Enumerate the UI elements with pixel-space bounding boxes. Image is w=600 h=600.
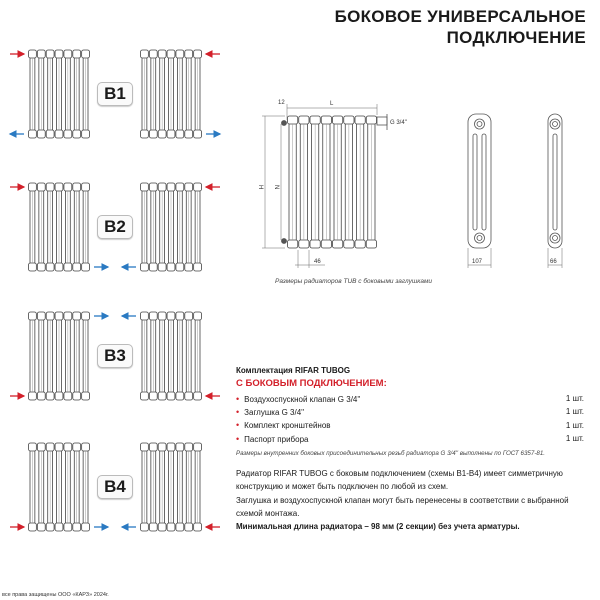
bullet-icon: •	[236, 406, 240, 417]
radiator-scheme-B1-right	[141, 50, 202, 138]
radiator-side-view-107	[468, 114, 491, 248]
dimension-drawing	[250, 90, 600, 280]
kit-subtitle: С БОКОВЫМ ПОДКЛЮЧЕНИЕМ:	[236, 378, 387, 389]
copyright-footer: все права защищены ООО «КАРЗ» 2024г.	[2, 592, 109, 598]
list-item: • Заглушка G 3/4'' 1 шт.	[236, 406, 584, 417]
radiator-scheme-B1-left	[29, 50, 90, 138]
radiator-scheme-B2-left	[29, 183, 90, 271]
kit-list	[236, 392, 584, 445]
list-item: • Комплект кронштейнов 1 шт.	[236, 420, 584, 431]
radiator-scheme-B3-right	[141, 312, 202, 400]
bullet-icon: •	[236, 393, 240, 404]
description: Радиатор RIFAR TUBOG с боковым подключением (схемы B1-B4) имеет симметричную конструкцию и может быть подключен по любой из схем. Заглушка и воздухоспускной клапан могут быть перенесены в соответствии с выбранной схемой монтажа. Минимальная длина радиатора – 98 мм (2 секции) без учета арматуры.	[236, 469, 569, 532]
fitting-thread	[377, 114, 387, 130]
dim-66: 66	[550, 259, 557, 265]
radiator-scheme-B4-right	[141, 443, 202, 531]
kit-section	[236, 366, 584, 457]
dim-thread: G 3/4''	[390, 120, 407, 126]
radiator-side-view-66	[548, 114, 562, 248]
page-title: БОКОВОЕ УНИВЕРСАЛЬНОЕ ПОДКЛЮЧЕНИЕ	[334, 7, 586, 47]
dim-N: N	[273, 185, 279, 190]
scheme-label-B3: B3	[97, 344, 133, 368]
kit-title: Комплектация RIFAR TUBOG	[236, 366, 351, 375]
scheme-label-B1: B1	[97, 82, 133, 106]
list-item: • Воздухоспускной клапан G 3/4'' 1 шт.	[236, 393, 584, 404]
dim-H: H	[257, 185, 263, 190]
radiator-scheme-B4-left	[29, 443, 90, 531]
drawing-caption: Размеры радиаторов TUB с боковыми заглушками	[275, 278, 433, 285]
dim-12: 12	[278, 100, 285, 106]
list-item: • Паспорт прибора 1 шт.	[236, 433, 584, 444]
radiator-scheme-B3-left	[29, 312, 90, 400]
dim-46: 46	[314, 259, 321, 265]
radiator-front-view	[282, 116, 377, 248]
dim-L: L	[330, 101, 334, 107]
radiator-scheme-B2-right	[141, 183, 202, 271]
scheme-label-B2: B2	[97, 215, 133, 239]
scheme-label-B4: B4	[97, 475, 133, 499]
bullet-icon: •	[236, 420, 240, 431]
bullet-icon: •	[236, 433, 240, 444]
kit-note: Размеры внутренних боковых присоединительных резьб радиатора G 3/4'' выполнены по ГОСТ 6357-81.	[236, 450, 545, 458]
dim-107: 107	[472, 259, 483, 265]
